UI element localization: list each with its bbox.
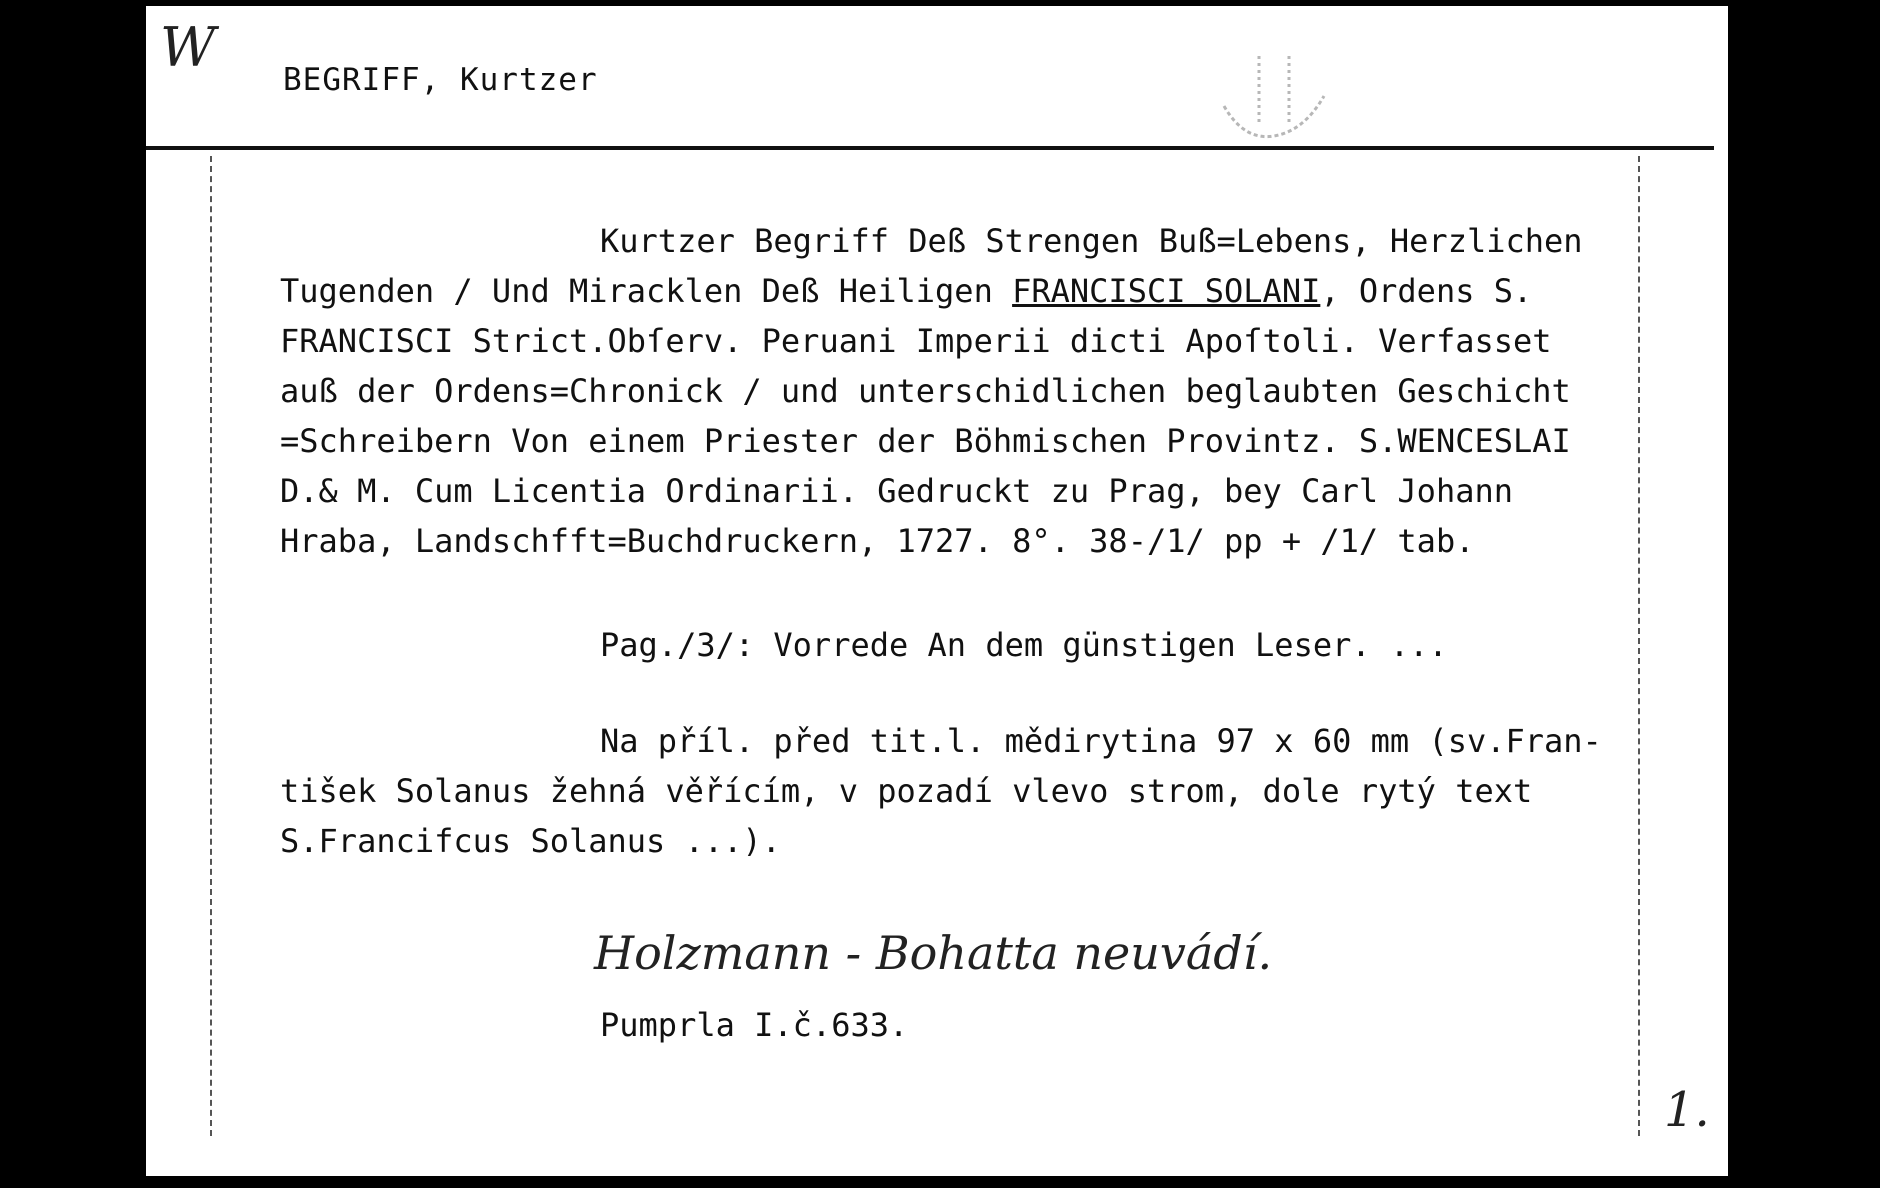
note-line: tišek Solanus žehná věřícím, v pozadí vlevo strom, dole rytý text [280, 772, 1533, 810]
handwritten-mark-bottom-right: 1. [1664, 1082, 1710, 1138]
title-line: Kurtzer Begriff Deß Strengen Buß=Lebens, Herzlichen [600, 222, 1583, 260]
title-line [280, 266, 1620, 316]
stamp-mark [1204, 46, 1344, 146]
handwritten-note: Holzmann - Bohatta neuvádí. [594, 926, 1273, 980]
title-line: =Schreibern Von einem Priester der Böhmischen Provintz. S.WENCESLAI [280, 422, 1571, 460]
right-margin-rule [1638, 156, 1640, 1136]
handwritten-mark-top-left: W [160, 16, 216, 79]
vorrede-text: Pag./3/: Vorrede An dem günstigen Leser. ... [600, 626, 1448, 664]
left-margin-rule [210, 156, 212, 1136]
catalog-card [146, 6, 1728, 1176]
heading-rule [146, 146, 1714, 150]
title-line-part: Tugenden / Und Miracklen Deß Heiligen [280, 272, 1013, 310]
title-line: Hraba, Landschfft=Buchdruckern, 1727. 8°. 38-/1/ pp + /1/ tab. [280, 522, 1475, 560]
title-line: D.& M. Cum Licentia Ordinarii. Gedruckt zu Prag, bey Carl Johann [280, 472, 1513, 510]
vorrede-line [280, 620, 1620, 670]
card-heading: BEGRIFF, Kurtzer [283, 62, 598, 98]
note-line: Na příl. před tit.l. mědirytina 97 x 60 mm (sv.Fran- [600, 722, 1602, 760]
reference-line [280, 1000, 1620, 1050]
title-line: auß der Ordens=Chronick / und unterschidlichen beglaubten Geschicht [280, 372, 1571, 410]
note-line: S.Francifcus Solanus ...). [280, 822, 781, 860]
title-line: FRANCISCI Strict.Obſerv. Peruani Imperii dicti Apoſtoli. Verfasset [280, 322, 1552, 360]
title-description [280, 216, 1620, 566]
underlined-name: FRANCISCI SOLANI [1012, 272, 1321, 310]
reference-text: Pumprla I.č.633. [600, 1006, 909, 1044]
illustration-note [280, 716, 1620, 866]
title-line-part: , Ordens S. [1320, 272, 1533, 310]
